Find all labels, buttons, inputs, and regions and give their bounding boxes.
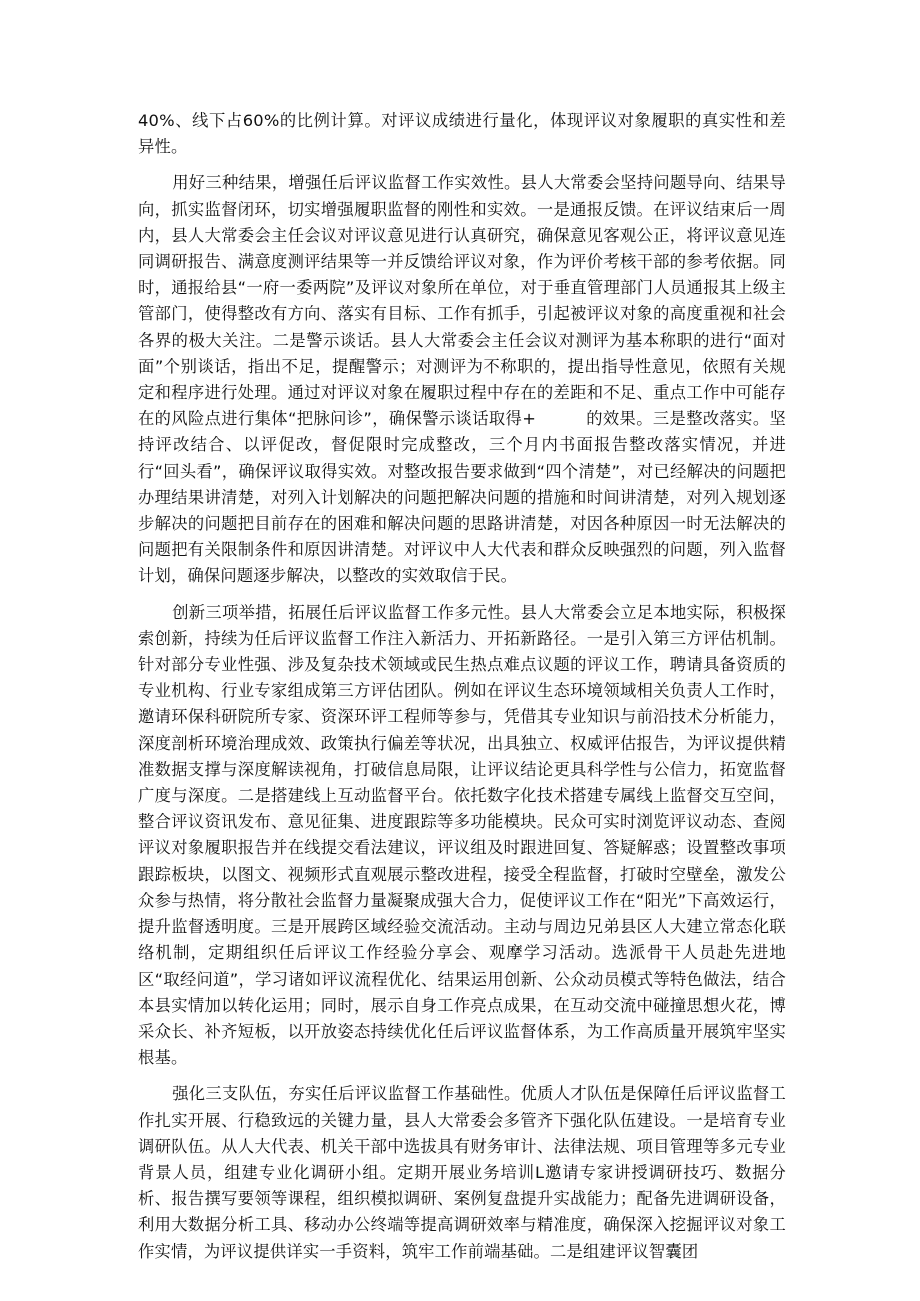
paragraph: 用好三种结果，增强任后评议监督工作实效性。县人大常委会坚持问题导向、结果导向，抓实监督闭环，切实增强履职监督的刚性和实效。一是通报反馈。在评议结束后一周内，县人大常委会主任会议对评议意见进行认真研究，确保意见客观公正，将评议意见连同调研报告、满意度测评结果等一并反馈给评议对象，作为评价考核干部的参考依据。同时，通报给县“一府一委两院”及评议对象所在单位，对于垂直管理部门人员通报其上级主管部门，使得整改有方向、落实有目标、工作有抓手，引起被评议对象的高度重视和社会各界的极大关注。二是警示谈话。县人大常委会主任会议对测评为基本称职的进行“面对面”个别谈话，指出不足，提醒警示；对测评为不称职的，提出指导性意见，依照有关规定和程序进行处理。通过对评议对象在履职过程中存在的差距和不足、重点工作中可能存在的风险点进行集体“把脉问诊”，确保警示谈话取得+ 的效果。三是整改落实。坚持评改结合、以评促改，督促限时完成整改，三个月内书面报告整改落实情况，并进行“回头看”，确保评议取得实效。对整改报告要求做到“四个清楚”，对已经解决的问题把办理结果讲清楚，对列入计划解决的问题把解决问题的措施和时间讲清楚，对列入规划逐步解决的问题把目前存在的困难和解决问题的思路讲清楚，对因各种原因一时无法解决的问题把有关限制条件和原因讲清楚。对评议中人大代表和群众反映强烈的问题，列入监督计划，确保问题逐步解决，以整改的实效取信于民。 [138,173,786,586]
paragraph: 强化三支队伍，夯实任后评议监督工作基础性。优质人才队伍是保障任后评议监督工作扎实开展、行稳致远的关键力量，县人大常委会多管齐下强化队伍建设。一是培育专业调研队伍。从人大代表、机关干部中选拔具有财务审计、法律法规、项目管理等多元专业背景人员，组建专业化调研小组。定期开展业务培训L邀请专家讲授调研技巧、数据分析、报告撰写要领等课程，组织模拟调研、案例复盘提升实战能力；配备先进调研设备，利用大数据分析工具、移动办公终端等提高调研效率与精准度，确保深入挖掘评议对象工作实情，为评议提供详实一手资料，筑牢工作前端基础。二是组建评议智囊团 [138,1084,786,1261]
paragraph: 创新三项举措，拓展任后评议监督工作多元性。县人大常委会立足本地实际，积极探索创新，持续为任后评议监督工作注入新活力、开拓新路径。一是引入第三方评估机制。针对部分专业性强、涉及复杂技术领域或民生热点难点议题的评议工作，聘请具备资质的专业机构、行业专家组成第三方评估团队。例如在评议生态环境领域相关负责人工作时，邀请环保科研院所专家、资深环评工程师等参与，凭借其专业知识与前沿技术分析能力，深度剖析环境治理成效、政策执行偏差等状况，出具独立、权威评估报告，为评议提供精准数据支撑与深度解读视角，打破信息局限，让评议结论更具科学性与公信力，拓宽监督广度与深度。二是搭建线上互动监督平台。依托数字化技术搭建专属线上监督交互空间，整合评议资讯发布、意见征集、进度跟踪等多功能模块。民众可实时浏览评议动态、查阅评议对象履职报告并在线提交看法建议，评议组及时跟进回复、答疑解惑；设置整改事项跟踪板块，以图文、视频形式直观展示整改进程，接受全程监督，打破时空壁垒，激发公众参与热情，将分散社会监督力量凝聚成强大合力，促使评议工作在“阳光”下高效运行，提升监督透明度。三是开展跨区域经验交流活动。主动与周边兄弟县区人大建立常态化联络机制，定期组织任后评议工作经验分享会、观摩学习活动。选派骨干人员赴先进地区“取经问道”，学习诸如评议流程优化、结果运用创新、公众动员模式等特色做法，结合本县实情加以转化运用；同时，展示自身工作亮点成果，在互动交流中碰撞思想火花，博采众长、补齐短板，以开放姿态持续优化任后评议监督体系，为工作高质量开展筑牢坚实根基。 [138,602,786,1068]
paragraph: 40%、线下占60%的比例计算。对评议成绩进行量化，体现评议对象履职的真实性和差异性。 [138,111,786,157]
document-body [138,108,786,1265]
